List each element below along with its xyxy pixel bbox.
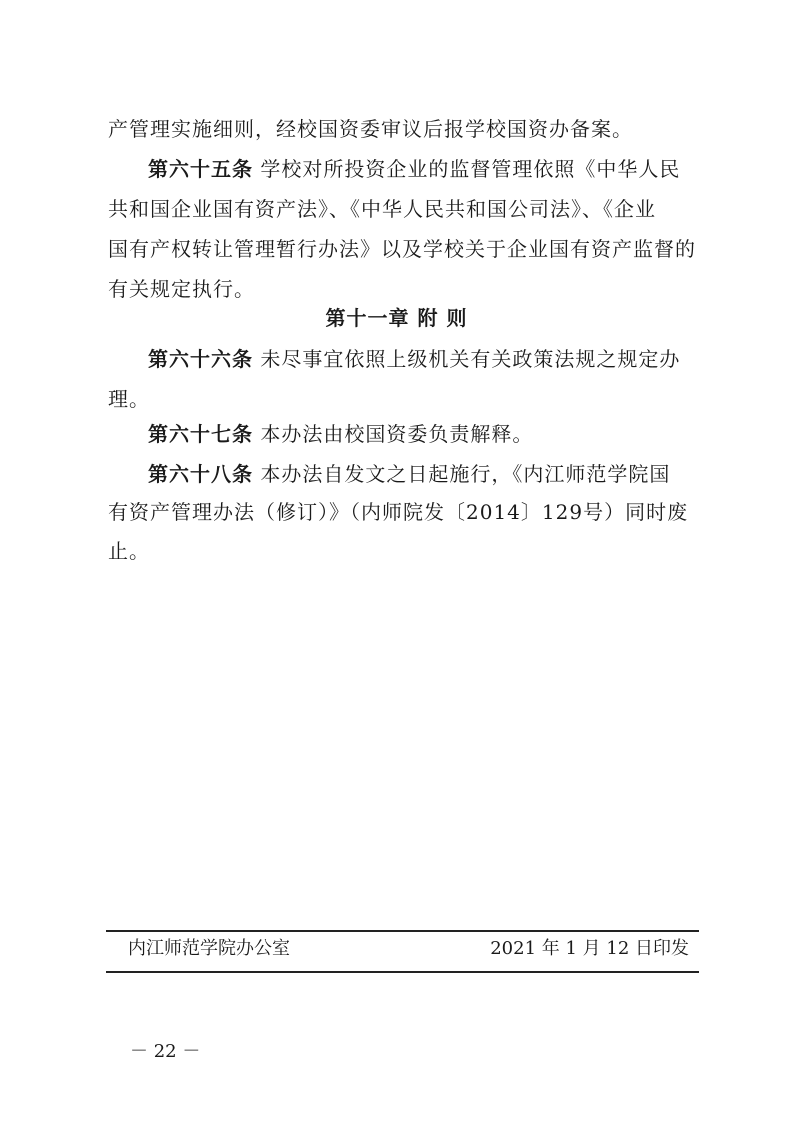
article-65-line [148, 155, 680, 183]
paragraph-line: 有关规定执行。 [108, 277, 255, 301]
paragraph-line: 理。 [108, 387, 150, 411]
article-68-text: 本办法自发文之日起施行，《内江师范学院国 [260, 462, 671, 486]
footer-date: 2021 年 1 月 12 日印发 [490, 938, 689, 959]
paragraph-line: 共和国企业国有资产法》、《中华人民共和国公司法》、《企业 [108, 197, 656, 221]
article-67-text: 本办法由校国资委负责解释。 [260, 422, 534, 446]
article-66-text: 未尽事宜依照上级机关有关政策法规之规定办 [260, 347, 681, 371]
article-68-line [148, 460, 670, 488]
article-68-label: 第六十八条 [148, 462, 253, 486]
chapter-title: 第十一章 附 则 [325, 306, 468, 330]
footer-bottom-rule [106, 971, 699, 973]
article-67-line [148, 420, 533, 448]
article-65-label: 第六十五条 [148, 157, 253, 181]
article-66-label: 第六十六条 [148, 347, 253, 371]
paragraph-line: 有资产管理办法（修订）》（内师院发〔2014〕129号）同时废 [108, 500, 689, 524]
page-number: － 22 － [130, 1041, 201, 1062]
footer-issuer: 内江师范学院办公室 [128, 938, 290, 959]
paragraph-line: 止。 [108, 539, 150, 563]
article-66-line [148, 345, 680, 373]
article-65-text: 学校对所投资企业的监督管理依照《中华人民 [260, 157, 681, 181]
paragraph-line: 国有产权转让管理暂行办法》以及学校关于企业国有资产监督的 [108, 237, 696, 261]
paragraph-line: 产管理实施细则，经校国资委审议后报学校国资办备案。 [108, 117, 633, 141]
footer-top-rule [106, 930, 699, 932]
article-67-label: 第六十七条 [148, 422, 253, 446]
